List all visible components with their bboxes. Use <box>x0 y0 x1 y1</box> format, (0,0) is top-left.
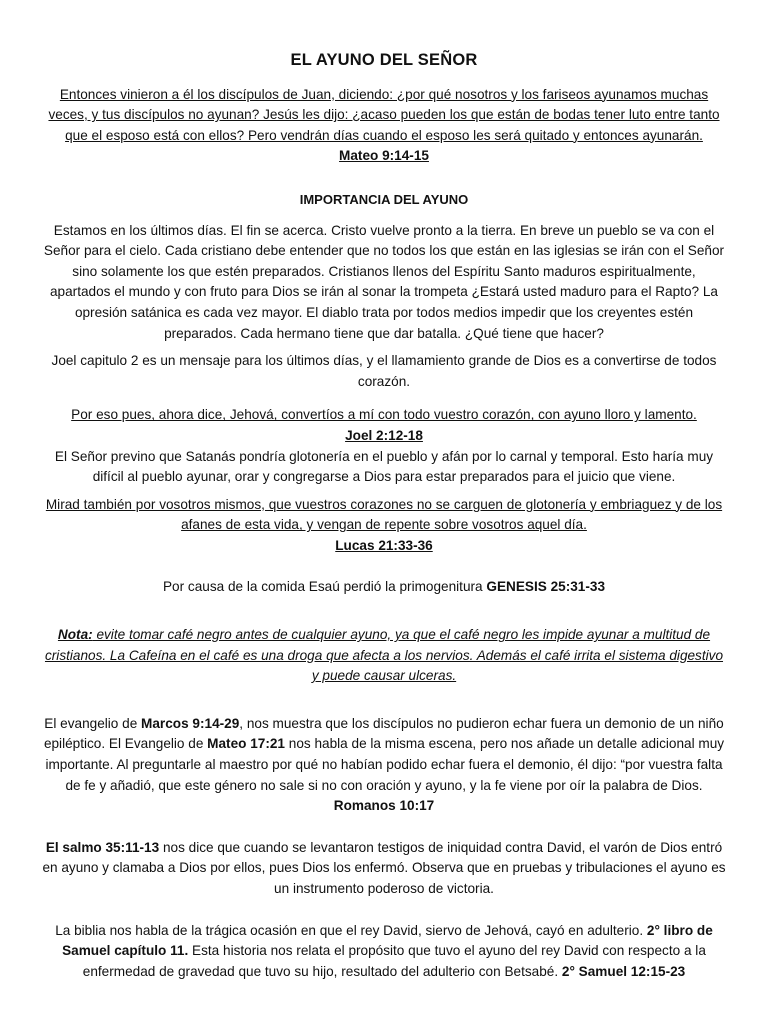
paragraph-salmo <box>42 838 726 900</box>
david-text-2: Esta historia nos relata el propósito que tuvo el ayuno del rey David con respecto a la enfermedad de gravedad que tuvo su hijo, resultado del adulterio con Betsabé. <box>82 943 706 979</box>
salmo-text: nos dice que cuando se levantaron testigos de iniquidad contra David, el varón de Dios entró en ayuno y clamaba a Dios por ellos, pues Dios los enfermó. Observa que en pruebas y tribulaciones el ayuno es un instrumento poderoso de victoria. <box>42 839 726 896</box>
salmo-reference: El salmo 35:11-13 <box>45 839 160 855</box>
quote-joel-text: Por eso pues, ahora dice, Jehová, convertíos a mí con todo vuestro corazón, con ayuno lloro y lamento. <box>71 407 697 423</box>
marcos-text-2: , nos muestra que los discípulos no pudieron echar fuera un demonio de un niño epiléptico. El Evangelio de <box>43 715 724 752</box>
paragraph-marcos <box>42 714 726 817</box>
quote-lucas-text: Mirad también por vosotros mismos, que vuestros corazones no se carguen de glotonería y embriaguez y de los afanes de esta vida, y vengan de repente sobre vosotros aquel día. <box>45 496 723 533</box>
note-label: Nota: <box>57 627 93 643</box>
document-title: EL AYUNO DEL SEÑOR <box>290 51 478 69</box>
paragraph-david <box>42 921 726 983</box>
note-paragraph <box>42 625 726 687</box>
romanos-reference: Romanos 10:17 <box>333 798 435 814</box>
paragraph-joel: Joel capitulo 2 es un mensaje para los últimos días, y el llamamiento grande de Dios es a convertirse de todos corazón. <box>51 353 717 389</box>
samuel-12-reference: 2° Samuel 12:15-23 <box>561 963 686 979</box>
marcos-text-1: El evangelio de <box>44 715 142 731</box>
paragraph-esau <box>42 577 726 598</box>
mateo-17-reference: Mateo 17:21 <box>207 736 285 752</box>
section-heading: IMPORTANCIA DEL AYUNO <box>299 191 469 207</box>
samuel-11-reference: 2° libro de Samuel capítulo 11. <box>62 922 713 959</box>
note-text: evite tomar café negro antes de cualquier ayuno, ya que el café negro les impide ayunar a multitud de cristianos. La Cafeína en el café es una droga que afecta a los nervios. Además el café irrita el sistema digestivo y puede causar ulceras. <box>44 627 724 684</box>
quote-mateo-text: Entonces vinieron a él los discípulos de Juan, diciendo: ¿por qué nosotros y los fariseos ayunamos muchas veces, y tus discípulos no ayunan? Jesús les dijo: ¿acaso pueden los que están de bodas tener luto entre tanto que el esposo está con ellos? Pero vendrán días cuando el esposo les será quitado y entonces ayunarán. <box>48 86 720 143</box>
marcos-text-3: nos habla de la misma escena, pero nos añade un detalle adicional muy importante. Al preguntarle al maestro por qué no habían podido echar fuera el demonio, él dijo: “por vuestra falta de fe y añadió, que este género no sale si no con oración y ayuno, y la fe viene por oír la palabra de Dios. <box>45 736 725 793</box>
david-text-1: La biblia nos habla de la trágica ocasión en que el rey David, siervo de Jehová, cayó en adulterio. <box>55 922 647 938</box>
esau-text: Por causa de la comida Esaú perdió la primogenitura <box>162 579 487 595</box>
paragraph-importance: Estamos en los últimos días. El fin se acerca. Cristo vuelve pronto a la tierra. En breve un pueblo se va con el Señor para el cielo. Cada cristiano debe entender que no todos los que están en las iglesias se irán con el Señor sino solamente los que estén preparados. Cristianos llenos del Espíritu Santo maduros espiritualmente, apartados el mundo y con fruto para Dios se irán al sonar la trompeta ¿Estará usted maduro para el Rapto? La opresión satánica es cada vez mayor. El diablo trata por todos medios impedir que los creyentes estén preparados. Cada hermano tiene que dar batalla. ¿Qué tiene que hacer? <box>43 222 725 341</box>
quote-mateo-reference: Mateo 9:14-15 <box>339 148 429 164</box>
marcos-reference: Marcos 9:14-29 <box>141 715 240 731</box>
esau-reference: GENESIS 25:31-33 <box>486 579 606 595</box>
quote-lucas-reference: Lucas 21:33-36 <box>335 537 433 553</box>
quote-joel-reference: Joel 2:12-18 <box>345 427 423 443</box>
paragraph-satanas: El Señor previno que Satanás pondría glotonería en el pueblo y afán por lo carnal y temporal. Esto haría muy difícil al pueblo ayunar, orar y congregarse a Dios para estar preparados para el juicio que viene. <box>54 448 714 485</box>
